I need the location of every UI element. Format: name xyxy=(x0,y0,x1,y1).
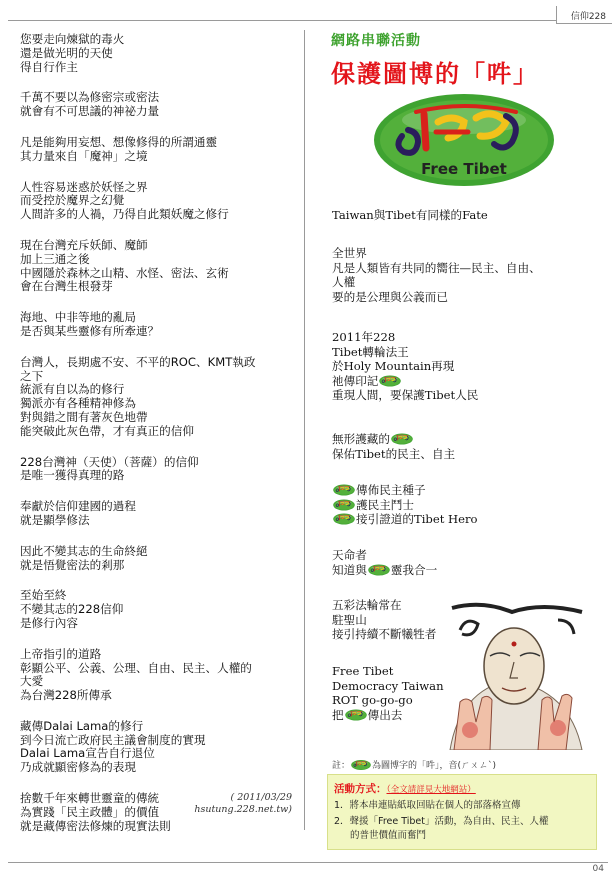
poem-stanza xyxy=(20,311,298,339)
seeds-text: 傳佈民主種子 xyxy=(356,483,426,497)
poem-line: 加上三通之後 xyxy=(20,251,90,266)
seeds-text: 接引證道的Tibet Hero xyxy=(356,512,478,526)
poem-line: 而受控於魔界之幻覺 xyxy=(20,193,125,208)
poem-line: 您要走向煉獄的毒火 xyxy=(20,32,125,46)
fate-line: 天命者 xyxy=(332,548,367,562)
poem-line: 是唯一獲得真理的路 xyxy=(20,468,125,483)
world-line: 要的是公理與公義而已 xyxy=(332,289,448,304)
poem-stanza xyxy=(20,136,298,164)
page-top-edge xyxy=(0,0,612,6)
poem-line: 乃成就顯密修為的表現 xyxy=(20,760,136,775)
block-2011-line xyxy=(332,374,602,389)
invisible-line: 保佑Tibet的民主、自主 xyxy=(332,446,456,461)
seeds-line xyxy=(332,512,602,527)
fate-text: 靈我合一 xyxy=(390,562,438,577)
poem-line: 海地、中非等地的亂局 xyxy=(20,310,136,325)
imprint-text: 祂傳印記 xyxy=(332,373,379,388)
signature xyxy=(160,792,292,816)
poem-stanza xyxy=(20,239,298,294)
poem-line: 還是做光明的天使 xyxy=(20,45,113,60)
seeds-text: 護民主鬥士 xyxy=(356,497,414,512)
poem-stanza xyxy=(20,33,298,74)
poem-stanza xyxy=(20,589,298,630)
seeds-line xyxy=(332,483,602,498)
action-item: 的普世價值而奮鬥 xyxy=(350,830,427,841)
mini-logo-icon xyxy=(351,759,371,771)
poem-line: 台灣人，長期處不安、不平的ROC、KMT執政 xyxy=(20,354,256,369)
fate-line xyxy=(332,563,602,578)
invisible-line xyxy=(332,432,602,447)
wheel-line: 五彩法輪常在 xyxy=(332,598,402,612)
poem-line: 228台灣神（天使）（菩薩）的信仰 xyxy=(20,454,199,469)
poem-stanza xyxy=(20,648,298,703)
free-line xyxy=(332,708,602,723)
campaign-headline: 保護圖博的「吽」 xyxy=(331,60,539,88)
wheel-line: 駐聖山 xyxy=(332,612,367,627)
block-2011-line: 2011年228 xyxy=(332,330,396,344)
poem-line: 是否與某些靈修有所牽連？ xyxy=(20,323,160,338)
poem-line: 不變其志的228信仰 xyxy=(20,602,124,617)
poem-stanza xyxy=(20,720,298,775)
poem-stanza xyxy=(20,356,298,439)
poem-line: 至始至終 xyxy=(20,588,67,603)
mini-logo-icon xyxy=(333,512,355,526)
intro-line: Taiwan與Tibet有同樣的Fate xyxy=(332,208,488,222)
world-line: 全世界 xyxy=(332,246,367,260)
poem-line: 為台灣228所傳承 xyxy=(20,688,112,703)
mini-logo-icon xyxy=(379,374,401,388)
running-title: 信仰228 xyxy=(570,12,606,22)
poem-line: 大愛 xyxy=(20,674,44,689)
world-line: 凡是人類皆有共同的嚮往—民主、自由、 xyxy=(332,260,541,275)
poem-line: 捨數千年來轉世靈童的傳統 xyxy=(20,791,160,806)
poem-line: 之下 xyxy=(20,368,44,383)
poem-line: Dalai Lama宣告自行退位 xyxy=(20,746,155,761)
poem-stanza xyxy=(20,545,298,573)
poem-stanza xyxy=(20,91,298,119)
free-line: Free Tibet xyxy=(332,664,394,678)
poem-line: 會在台灣生根發芽 xyxy=(20,279,113,294)
poem-line: 是修行內容 xyxy=(20,615,78,630)
world-block xyxy=(332,246,602,304)
campaign-kicker: 網路串聯活動 xyxy=(331,33,421,49)
poem-line: 凡是能夠用妄想、想像修得的所謂通靈 xyxy=(20,134,218,149)
poem-line: 就是藏傳密法修煉的現實法則 xyxy=(20,818,171,833)
block-2011 xyxy=(332,330,602,403)
footer-rule xyxy=(8,862,608,863)
action-title-link[interactable]: （全文請詳見大地網站） xyxy=(386,785,476,795)
poem-stanza xyxy=(20,456,298,484)
action-box xyxy=(327,774,597,850)
intro-block xyxy=(332,208,602,223)
poem-line: 就會有不可思議的神祕力量 xyxy=(20,104,160,119)
poem-line: 奉獻於信仰建國的過程 xyxy=(20,499,136,514)
free-line: Democracy Taiwan xyxy=(332,678,444,693)
running-header xyxy=(556,6,612,24)
poem-line: 對與錯之間有著灰色地帶 xyxy=(20,409,148,424)
poem-line: 現在台灣充斥妖師、魔師 xyxy=(20,237,148,252)
mini-logo-icon xyxy=(345,708,367,722)
mini-logo-icon xyxy=(333,483,355,497)
header-rule xyxy=(8,20,608,21)
action-title-text: 活動方式： xyxy=(334,783,387,795)
poem-line: 其力量來自「魔神」之境 xyxy=(20,148,148,163)
mini-logo-icon xyxy=(333,498,355,512)
poem-stanza xyxy=(20,181,298,222)
signature-site: hsutung.228.net.tw) xyxy=(194,804,292,815)
signature-date: ( 2011/03/29 xyxy=(230,792,292,803)
footnote xyxy=(332,758,496,771)
poem-line: 統派有自以為的修行 xyxy=(20,382,125,397)
poem-stanza xyxy=(20,500,298,528)
action-item: 1．將本串連貼紙取回貼在個人的部落格宣傳 xyxy=(334,800,521,811)
mini-logo-icon xyxy=(391,432,413,446)
poem-line: 中國隱於森林之山精、水怪、密法、玄術 xyxy=(20,265,229,280)
footnote-text: 為圖博字的「吽」，音(ㄏㄨㄥˋ) xyxy=(372,761,497,771)
action-title xyxy=(334,781,476,796)
left-column-poem xyxy=(20,33,298,850)
footnote-prefix: 註： xyxy=(332,761,351,771)
free-text: 傳出去 xyxy=(367,707,403,722)
poem-line: 為實踐「民主政體」的價值 xyxy=(20,804,160,819)
poem-line: 到今日流亡政府民主議會制度的實現 xyxy=(20,732,206,747)
block-2011-line: Tibet轉輪法王 xyxy=(332,344,409,359)
right-column-heading xyxy=(331,30,601,89)
free-text: 把 xyxy=(332,707,344,722)
page-number: 04 xyxy=(592,864,604,874)
poem-line: 藏傳Dalai Lama的修行 xyxy=(20,718,144,733)
poem-line: 因此不變其志的生命終絕 xyxy=(20,543,148,558)
column-divider xyxy=(304,30,305,830)
world-line: 人權 xyxy=(332,275,356,289)
poem-line: 千萬不要以為修密宗或密法 xyxy=(20,90,160,105)
free-line: ROT go-go-go xyxy=(332,693,413,707)
seeds-line xyxy=(332,498,602,513)
fate-block xyxy=(332,548,602,577)
poem-line: 人性容易迷惑於妖怪之界 xyxy=(20,179,148,194)
mini-logo-icon xyxy=(368,563,390,577)
free-block xyxy=(332,664,602,722)
invisible-block xyxy=(332,432,602,461)
poem-line: 就是顯學修法 xyxy=(20,512,90,527)
poem-line: 獨派亦有各種精神修為 xyxy=(20,396,136,411)
poem-line: 上帝指引的道路 xyxy=(20,646,102,661)
poem-line: 得自行作主 xyxy=(20,59,78,74)
poem-line: 彰顯公平、公義、公理、自由、民主、人權的 xyxy=(20,660,252,675)
free-tibet-logo xyxy=(372,92,556,188)
fate-text: 知道與 xyxy=(332,562,367,577)
invisible-text: 無形護藏的 xyxy=(332,432,390,446)
poem-line: 能突破此灰色帶，才有真正的信仰 xyxy=(20,423,194,438)
block-2011-line: 重現人間，要保護Tibet人民 xyxy=(332,388,479,402)
wheel-line: 接引持續不斷犧牲者 xyxy=(332,627,437,641)
block-2011-line: 於Holy Mountain再現 xyxy=(332,359,455,373)
poem-line: 就是悟覺密法的剎那 xyxy=(20,557,125,572)
seeds-block xyxy=(332,483,602,527)
logo-caption: Free Tibet xyxy=(421,160,507,178)
poem-line: 人間許多的人禍，乃得自此類妖魔之修行 xyxy=(20,207,229,222)
action-item: 2．聲援「Free Tibet」活動，為自由、民主、人權 xyxy=(334,816,549,827)
